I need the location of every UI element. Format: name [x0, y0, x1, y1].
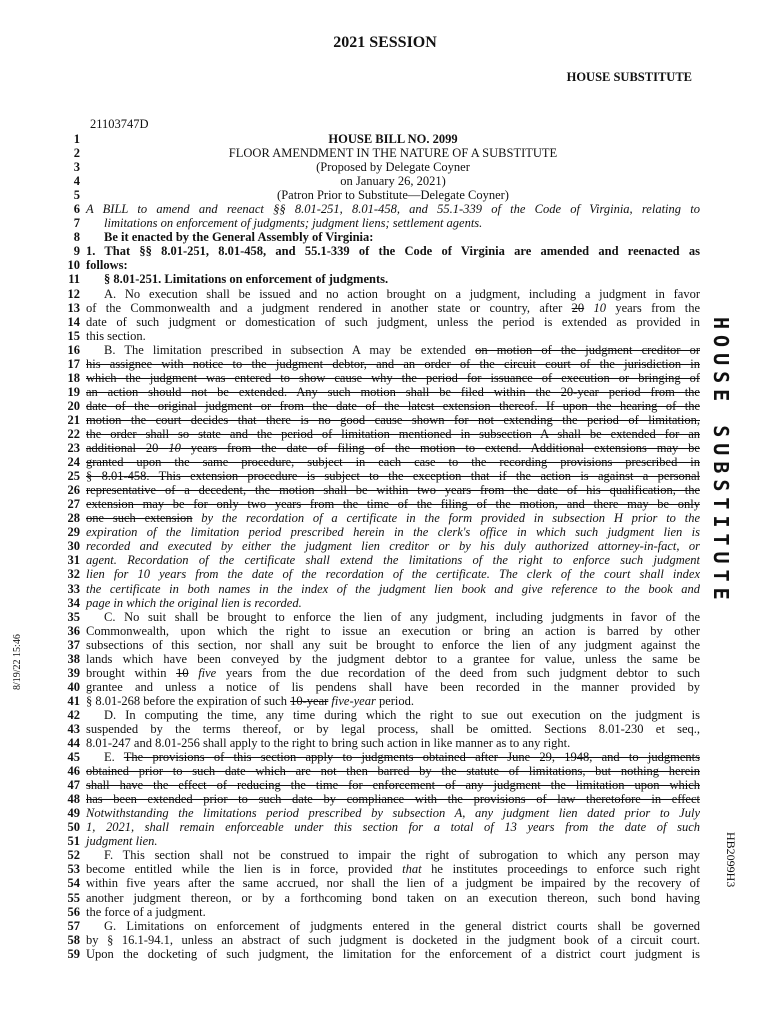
line-text: obtained prior to such date which are not then barred by the statute of limitations, but nothing herein	[86, 764, 700, 779]
session-heading: 2021 SESSION	[333, 34, 437, 51]
bill-line	[60, 862, 700, 876]
bill-line	[60, 315, 700, 329]
line-number: 51	[67, 834, 80, 849]
bill-line	[60, 736, 700, 750]
line-number: 33	[67, 581, 80, 596]
line-text: limitations on enforcement of judgments; judgment liens; settlement agents.	[104, 216, 483, 231]
bill-line	[60, 427, 700, 441]
line-text: G. Limitations on enforcement of judgments entered in the general district courts shall be governed	[104, 918, 700, 933]
line-text: of the Commonwealth and a judgment rendered in another state or country, after 20 10 years from the	[86, 300, 700, 315]
line-number: 44	[67, 736, 80, 751]
line-text: become entitled while the lien is in force, provided that he institutes proceedings to enforce such right	[86, 862, 700, 877]
bill-line	[60, 652, 700, 666]
bill-line	[60, 933, 700, 947]
print-timestamp: 8/19/22 15:46	[12, 634, 23, 690]
line-number: 52	[67, 848, 80, 863]
bill-line	[60, 764, 700, 778]
bill-line	[60, 708, 700, 722]
bill-line	[60, 834, 700, 848]
bill-line	[60, 301, 700, 315]
bill-line	[60, 441, 700, 455]
line-text: 8.01-247 and 8.01-256 shall apply to the right to bring such action in like manner as to any right.	[86, 736, 571, 751]
line-number: 54	[67, 876, 80, 891]
bill-line	[60, 596, 700, 610]
bill-line	[60, 469, 700, 483]
line-text: A. No execution shall be issued and no action brought on a judgment, including a judgment in favor	[104, 286, 700, 301]
line-text: D. In computing the time, any time during which the right to sue out execution on the judgment is	[104, 707, 700, 722]
line-number: 31	[67, 553, 80, 568]
line-text: brought within 10 five years from the due recordation of the deed from such judgment debtor to such	[86, 665, 700, 680]
line-text: judgment lien.	[86, 834, 158, 849]
line-number: 56	[67, 904, 80, 919]
line-number: 25	[67, 469, 80, 484]
line-text: (Proposed by Delegate Coyner	[316, 160, 470, 175]
line-number: 46	[67, 764, 80, 779]
bill-line	[60, 905, 700, 919]
bill-line	[60, 287, 700, 301]
bill-line	[60, 694, 700, 708]
line-text: HOUSE BILL NO. 2099	[328, 132, 458, 146]
line-number: 18	[67, 370, 80, 385]
line-number: 38	[67, 651, 80, 666]
line-text: F. This section shall not be construed to impair the right of subrogation to which any person may	[104, 848, 700, 863]
line-number: 50	[67, 820, 80, 835]
line-number: 22	[67, 426, 80, 441]
line-number: 6	[73, 202, 80, 217]
bill-line	[60, 202, 700, 216]
line-number: 40	[67, 679, 80, 694]
line-text: which the judgment was entered to show cause why the period for issuance of execution or bringing of	[86, 370, 700, 385]
bill-line	[60, 806, 700, 820]
bill-line	[60, 750, 700, 764]
line-text: 1. That §§ 8.01-251, 8.01-458, and 55.1-339 of the Code of Virginia are amended and reenacted as	[86, 244, 700, 259]
line-text: agent. Recordation of the certificate shall extend the limitations of the right to enforce such judgment	[86, 553, 700, 568]
bill-line	[60, 357, 700, 371]
bill-line	[60, 876, 700, 890]
line-text: the order shall so state and the period of limitation mentioned in subsection A shall be extended for an	[86, 426, 700, 441]
line-text: date of such judgment or domestication of such judgment, unless the period is extended as provided in	[86, 314, 700, 329]
bill-line	[60, 511, 700, 525]
vertical-bill-code: HB2099H3	[724, 832, 738, 888]
line-text: (Patron Prior to Substitute—Delegate Coyner)	[277, 188, 509, 203]
line-number: 15	[67, 328, 80, 343]
line-text: lands which have been conveyed by the judgment debtor to a grantee for value, unless the same be	[86, 651, 700, 666]
line-text: this section.	[86, 328, 146, 343]
line-number: 12	[67, 286, 80, 301]
bill-line	[60, 525, 700, 539]
line-number: 2	[73, 146, 80, 161]
line-text: Notwithstanding the limitations period prescribed by subsection A, any judgment lien dated prior to July	[86, 806, 700, 821]
bill-body	[60, 132, 700, 961]
bill-line	[60, 230, 700, 244]
line-number: 20	[67, 398, 80, 413]
line-text: B. The limitation prescribed in subsection A may be extended on motion of the judgment creditor or	[104, 342, 700, 357]
line-number: 9	[73, 244, 80, 259]
line-text: an action should not be extended. Any such motion shall be filed within the 20-year period from the	[86, 384, 700, 399]
line-text: Commonwealth, upon which the right to issue an execution or bring an action is barred by other	[86, 623, 700, 638]
line-number: 41	[67, 693, 80, 708]
line-number: 37	[67, 637, 80, 652]
line-text: E. The provisions of this section apply to judgments obtained after June 29, 1948, and to judgments	[104, 750, 700, 765]
line-number: 7	[73, 216, 80, 231]
bill-line	[60, 497, 700, 511]
bill-line	[60, 820, 700, 834]
line-text: page in which the original lien is recorded.	[86, 595, 302, 610]
bill-line	[60, 539, 700, 553]
line-number: 39	[67, 665, 80, 680]
line-number: 19	[67, 384, 80, 399]
bill-line	[60, 174, 700, 188]
line-number: 42	[67, 707, 80, 722]
bill-line	[60, 680, 700, 694]
line-text: the certificate in both names in the index of the judgment lien book and give reference to the book and	[86, 581, 700, 596]
line-number: 53	[67, 862, 80, 877]
bill-line	[60, 891, 700, 905]
line-number: 59	[67, 946, 80, 961]
line-number: 21	[67, 412, 80, 427]
bill-line	[60, 385, 700, 399]
line-text: Upon the docketing of such judgment, the limitation for the enforcement of a district court judgment is	[86, 946, 700, 961]
house-substitute-label: HOUSE SUBSTITUTE	[566, 70, 692, 84]
bill-line	[60, 146, 700, 160]
line-number: 29	[67, 525, 80, 540]
line-number: 4	[73, 174, 80, 189]
line-number: 57	[67, 918, 80, 933]
line-number: 13	[67, 300, 80, 315]
bill-line	[60, 329, 700, 343]
line-text: Be it enacted by the General Assembly of Virginia:	[104, 230, 374, 245]
line-number: 32	[67, 567, 80, 582]
bill-line	[60, 371, 700, 385]
line-text: § 8.01-458. This extension procedure is subject to the exception that if the action is against a personal	[86, 469, 700, 484]
bill-line	[60, 848, 700, 862]
line-text: expiration of the limitation period prescribed herein in the clerk's office in which such judgment lien is	[86, 525, 700, 540]
line-text: C. No suit shall be brought to enforce the lien of any judgment, including judgments in favor of the	[104, 609, 700, 624]
line-text: lien for 10 years from the date of the recordation of the certificate. The clerk of the court shall index	[86, 567, 700, 582]
bill-line	[60, 258, 700, 272]
line-text: date of the original judgment or from the date of the latest extension thereof. If upon the hearing of the	[86, 398, 700, 413]
line-text: suspended by the terms thereof, or by legal process, shall be omitted. Sections 8.01-230 et seq.,	[86, 721, 700, 736]
bill-line	[60, 160, 700, 174]
line-text: his assignee with notice to the judgment debtor, and an order of the circuit court of the jurisdiction in	[86, 356, 700, 371]
line-number: 11	[68, 272, 80, 287]
line-text: has been extended prior to such date by compliance with the provisions of law theretofore in effect	[86, 792, 700, 807]
bill-line	[60, 483, 700, 497]
bill-line	[60, 132, 700, 146]
line-number: 24	[67, 455, 80, 470]
line-number: 49	[67, 806, 80, 821]
bill-line	[60, 567, 700, 581]
line-text: grantee and unless a notice of lis pendens shall have been recorded in the manner provided by	[86, 679, 700, 694]
line-number: 35	[67, 609, 80, 624]
bill-line	[60, 413, 700, 427]
vertical-house-substitute: HOUSE SUBSTITUTE	[709, 317, 733, 606]
bill-line	[60, 343, 700, 357]
bill-line	[60, 722, 700, 736]
line-number: 28	[67, 511, 80, 526]
line-text: on January 26, 2021)	[340, 174, 446, 189]
bill-line	[60, 455, 700, 469]
line-number: 23	[67, 441, 80, 456]
bill-line	[60, 399, 700, 413]
document-id: 21103747D	[90, 117, 149, 131]
line-number: 8	[73, 230, 80, 245]
line-text: A BILL to amend and reenact §§ 8.01-251, 8.01-458, and 55.1-339 of the Code of Virginia, relating to	[86, 202, 700, 217]
line-number: 48	[67, 792, 80, 807]
bill-line	[60, 216, 700, 230]
bill-line	[60, 919, 700, 933]
line-text: follows:	[86, 258, 128, 273]
line-text: another judgment thereon, or by a forthcoming bond taken on an execution thereon, such bond having	[86, 890, 700, 905]
line-number: 3	[73, 160, 80, 175]
line-text: FLOOR AMENDMENT IN THE NATURE OF A SUBSTITUTE	[228, 146, 558, 161]
line-text: subsections of this section, nor shall any suit be brought to enforce the lien of any judgment against the	[86, 637, 700, 652]
bill-line	[60, 582, 700, 596]
line-text: recorded and executed by either the judgment lien creditor or by his duly authorized attorney-in-fact, or	[86, 539, 700, 554]
line-number: 45	[67, 750, 80, 765]
bill-line	[60, 244, 700, 258]
line-text: granted upon the same procedure, subject in each case to the recording provisions prescribed in	[86, 455, 700, 470]
line-number: 10	[67, 258, 80, 273]
line-text: within five years after the same accrued, nor shall the lien of a judgment be impaired by the recovery of	[86, 876, 700, 891]
line-text: § 8.01-268 before the expiration of such 10-year five-year period.	[86, 693, 415, 708]
line-text: the force of a judgment.	[86, 904, 206, 919]
line-number: 58	[67, 932, 80, 947]
bill-line	[60, 610, 700, 624]
line-number: 14	[67, 314, 80, 329]
bill-line	[60, 947, 700, 961]
line-text: representative of a decedent, the motion shall be within two years from the date of his qualification, the	[86, 483, 700, 498]
line-number: 1	[73, 132, 80, 146]
line-number: 27	[67, 497, 80, 512]
bill-line	[60, 778, 700, 792]
line-text: extension may be for only two years from the time of the filing of the motion, and there may be only	[86, 497, 700, 512]
line-text: by § 16.1-94.1, unless an abstract of such judgment is docketed in the judgment book of a circuit court.	[86, 932, 700, 947]
line-number: 30	[67, 539, 80, 554]
line-text: one such extension by the recordation of a certificate in the form provided in subsection H prior to the	[86, 511, 700, 526]
line-number: 36	[67, 623, 80, 638]
line-number: 26	[67, 483, 80, 498]
line-text: § 8.01-251. Limitations on enforcement of judgments.	[104, 272, 389, 287]
line-text: shall have the effect of reducing the time for enforcement of any judgment the limitation upon which	[86, 778, 700, 793]
bill-line	[60, 666, 700, 680]
line-number: 43	[67, 721, 80, 736]
line-text: additional 20 10 years from the date of filing of the motion to extend. Additional extensions may be	[86, 441, 700, 456]
bill-line	[60, 792, 700, 806]
bill-line	[60, 638, 700, 652]
bill-line	[60, 624, 700, 638]
line-number: 17	[67, 356, 80, 371]
line-number: 5	[73, 188, 80, 203]
line-number: 47	[67, 778, 80, 793]
line-text: motion the court decides that there is no good cause shown for not extending the period of limitation,	[86, 412, 700, 427]
bill-line	[60, 553, 700, 567]
line-number: 34	[67, 595, 80, 610]
bill-line	[60, 188, 700, 202]
bill-line	[60, 272, 700, 286]
line-number: 55	[67, 890, 80, 905]
line-text: 1, 2021, shall remain enforceable under this section for a total of 13 years from the date of such	[86, 820, 700, 835]
line-number: 16	[67, 342, 80, 357]
